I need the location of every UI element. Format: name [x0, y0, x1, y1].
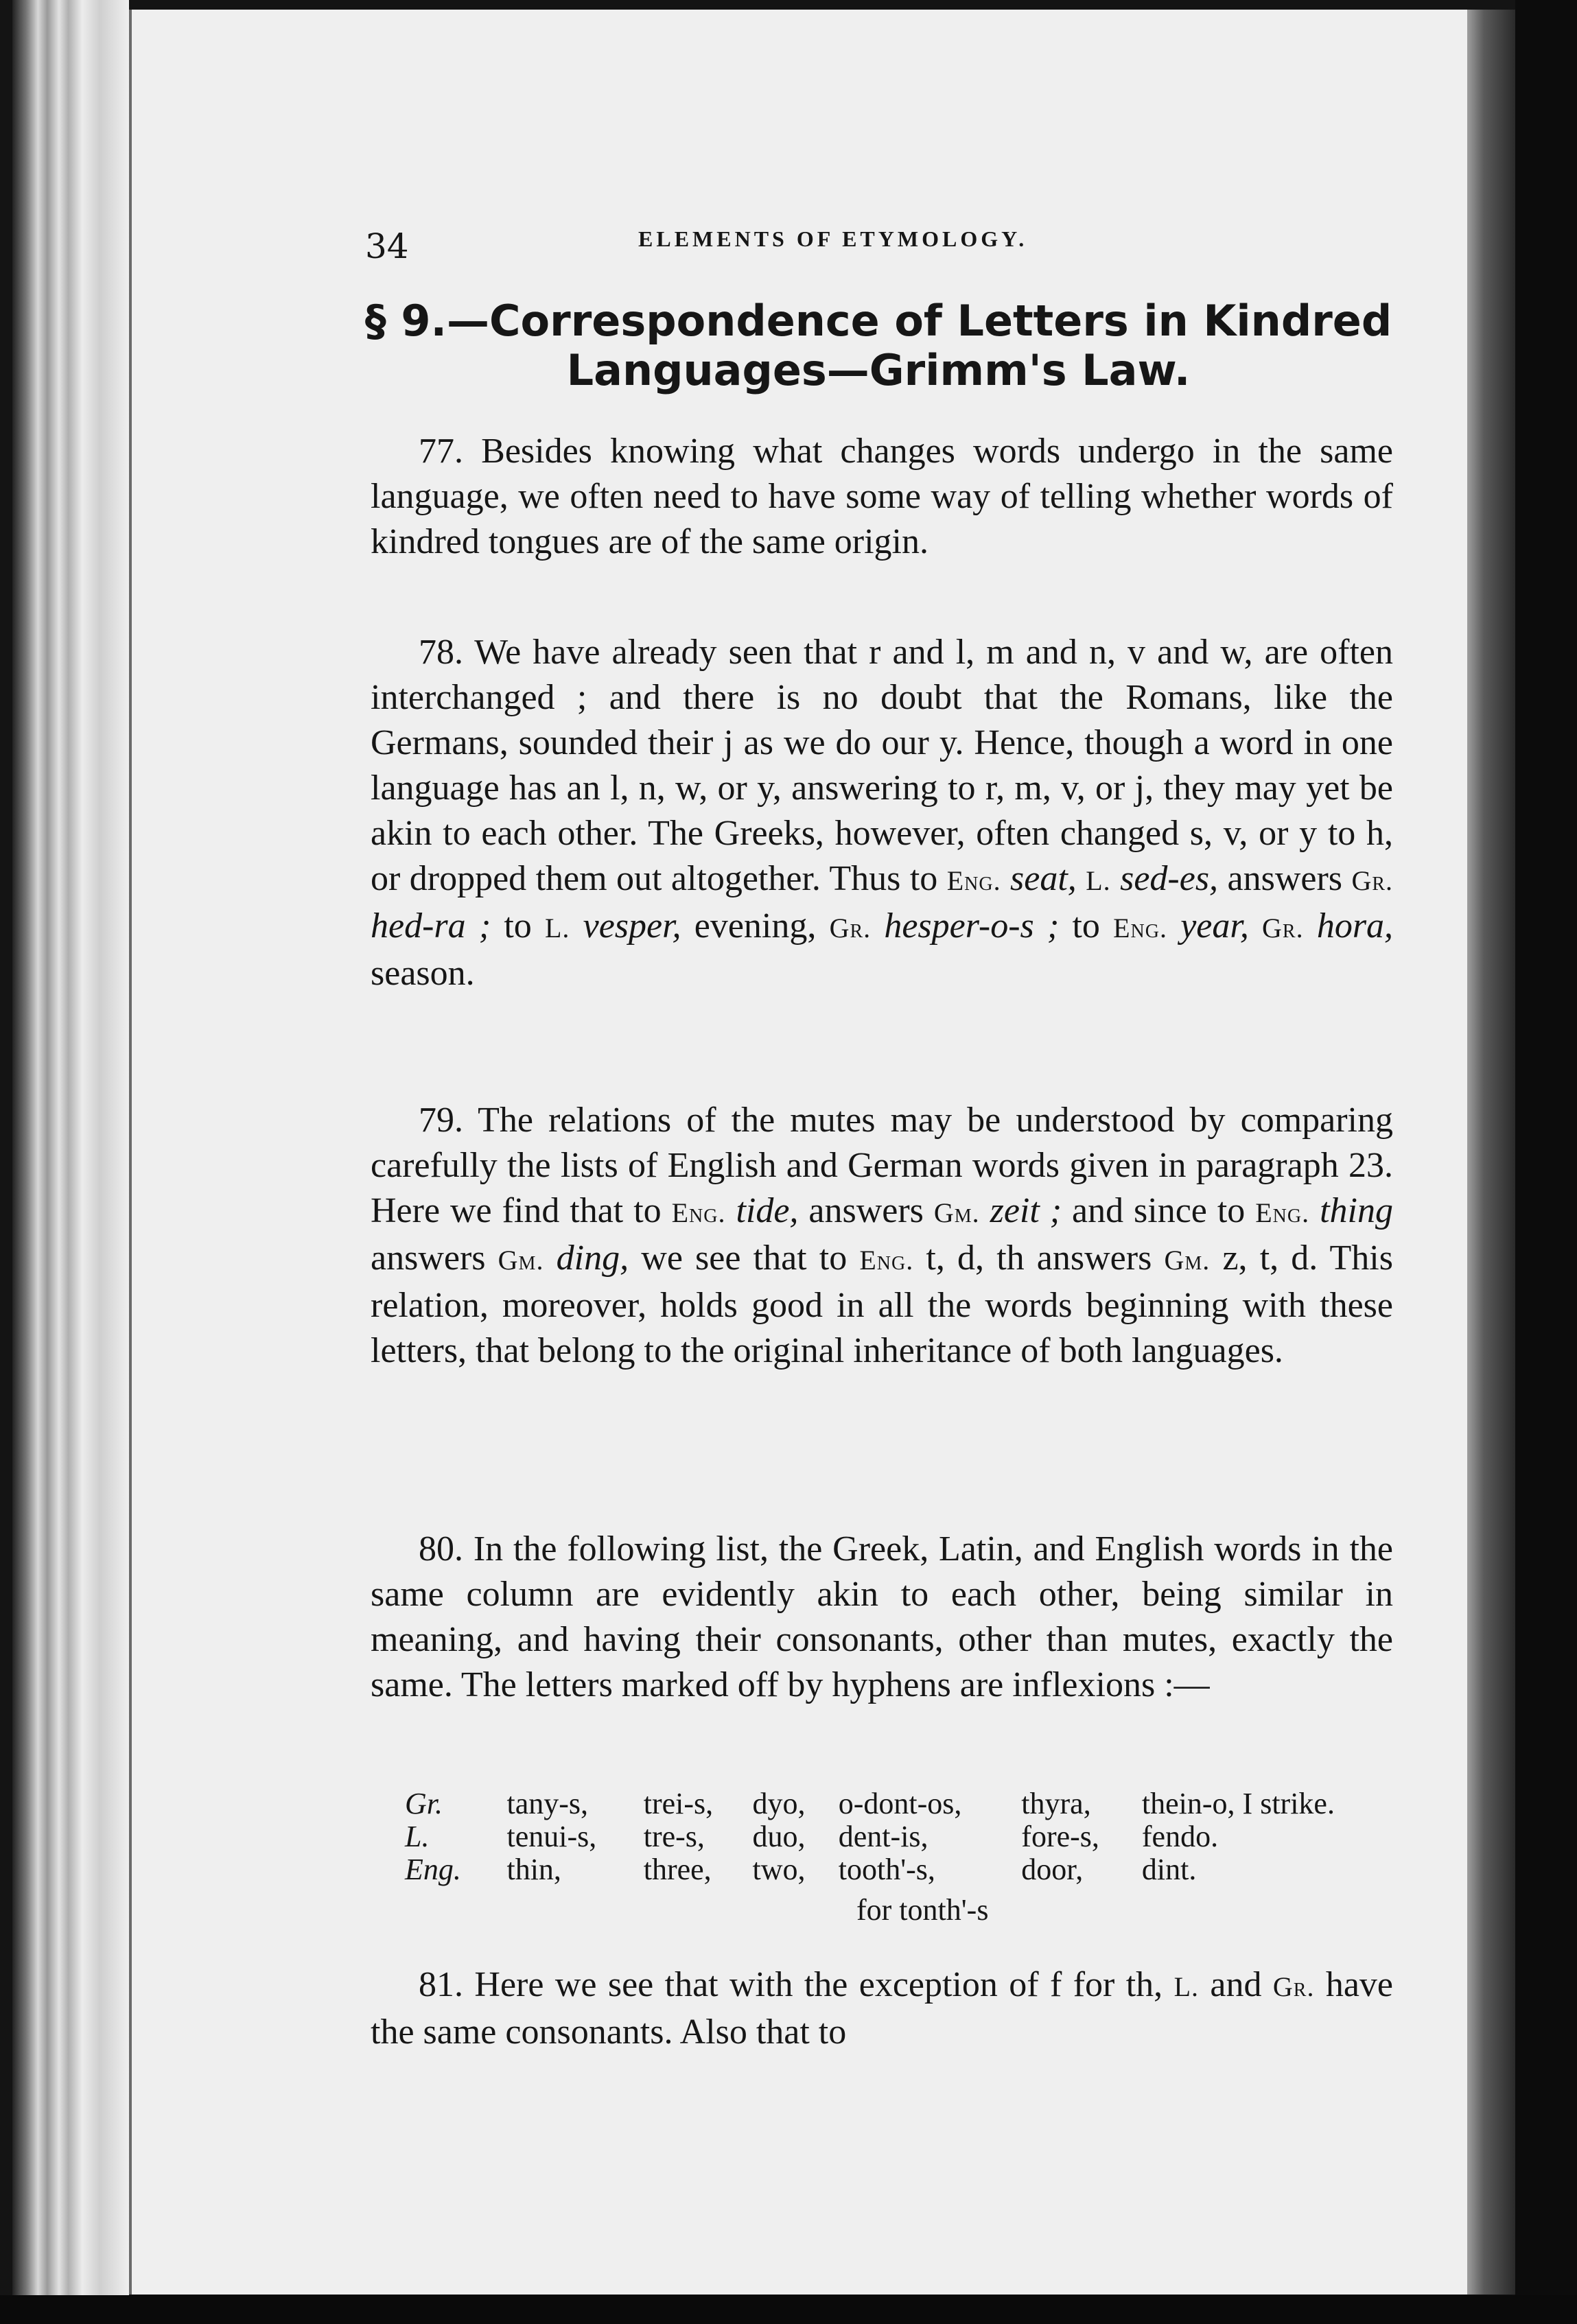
word-zeit: zeit ; — [990, 1191, 1062, 1230]
scan-border-right — [1515, 0, 1577, 2324]
table-cell: two, — [752, 1853, 806, 1886]
book-page-edges — [12, 0, 129, 2324]
word-seat: seat, — [1010, 859, 1077, 898]
table-cell: three, — [643, 1853, 712, 1886]
running-head: ELEMENTS OF ETYMOLOGY. — [638, 226, 1028, 251]
p79-text: 79. The relations of the mutes may be understood by comparing carefully the lists of English and German words given in paragraph 23. Here we find that to — [371, 1101, 1393, 1230]
table-cell: tooth'-s, — [838, 1853, 935, 1886]
abbr-german: Gm. — [1164, 1245, 1211, 1276]
section-title — [357, 296, 1400, 395]
table-cell: thyra, — [1021, 1787, 1091, 1820]
p78-text: to — [491, 906, 545, 946]
table-cell: tre-s, — [643, 1820, 705, 1853]
lang-label: Eng. — [405, 1853, 461, 1886]
table-cell: tany-s, — [506, 1787, 589, 1820]
section-title-line-1: § 9.—Correspondence of Letters in Kindred — [364, 296, 1392, 346]
table-cell: thin, — [506, 1853, 561, 1886]
p78-text: answers — [1218, 859, 1352, 898]
table-cell: tenui-s, — [506, 1820, 597, 1853]
table-cell: thein-o, I strike. — [1141, 1787, 1335, 1820]
table-cell: trei-s, — [643, 1787, 714, 1820]
p78-text: 78. We have already seen that r and l, m and n, v and w, are often interchanged ; and there is no doubt that the Romans, like the Germans, sounded their j as we do our y. Hence, though a word in one language has an l, n, w, or y, answering to r, m, v, or j, they may yet be akin to each other. The Greeks, however, often changed s, v, or y to h, or dropped them out altogether. Thus to — [371, 633, 1393, 898]
word-thing: thing — [1320, 1191, 1393, 1230]
p79-text: answers — [371, 1239, 498, 1278]
abbr-german: Gm. — [933, 1197, 980, 1228]
abbr-latin: L. — [1173, 1971, 1199, 2002]
word-ding: ding, — [556, 1239, 629, 1278]
word-year: year, — [1180, 906, 1249, 946]
p78-text: evening, — [681, 906, 830, 946]
paragraph-77: 77. Besides knowing what changes words undergo in the same language, we often need to have some way of telling whether words of kindred tongues are of the same origin. — [371, 432, 1393, 561]
p79-text: z, t, d. This relation, moreover, holds good in all the words beginning with these letters, that belong to the original inheritance of both languages. — [371, 1239, 1393, 1370]
abbr-eng: Eng. — [1255, 1197, 1310, 1228]
paragraph-81 — [371, 1962, 1393, 2055]
p81-text: have the same consonants. Also that to — [371, 1965, 1393, 2052]
p78-text: to — [1059, 906, 1114, 946]
table-note: for tonth'-s — [856, 1893, 989, 1927]
cognate-table — [405, 1787, 1421, 1886]
table-row — [405, 1853, 1421, 1886]
abbr-eng: Eng. — [671, 1197, 726, 1228]
table-cell: duo, — [752, 1820, 806, 1853]
table-cell: fore-s, — [1021, 1820, 1099, 1853]
p81-text: and — [1199, 1965, 1273, 2004]
word-tide: tide, — [736, 1191, 799, 1230]
page-number: 34 — [365, 226, 409, 266]
p79-text: answers — [798, 1191, 934, 1230]
abbr-greek: Gr. — [1351, 865, 1393, 896]
paragraph-78 — [371, 630, 1393, 996]
abbr-greek: Gr. — [829, 913, 872, 943]
table-row — [405, 1787, 1421, 1820]
p78-text: season. — [371, 954, 475, 993]
word-vesper: vesper, — [583, 906, 681, 946]
p81-text: 81. Here we see that with the exception of f for th, — [419, 1965, 1174, 2004]
table-cell: fendo. — [1141, 1820, 1219, 1853]
word-hora: hora, — [1316, 906, 1394, 946]
abbr-greek: Gr. — [1272, 1971, 1315, 2002]
abbr-eng: Eng. — [859, 1245, 914, 1276]
abbr-latin: L. — [544, 913, 570, 943]
paragraph-79 — [371, 1098, 1393, 1374]
table-cell: dint. — [1141, 1853, 1197, 1886]
table-cell: door, — [1021, 1853, 1084, 1886]
abbr-latin: L. — [1086, 865, 1111, 896]
abbr-eng: Eng. — [1113, 913, 1167, 943]
table-row — [405, 1820, 1421, 1853]
spine-shadow — [1467, 10, 1515, 2294]
paragraph-80: 80. In the following list, the Greek, Latin, and English words in the same column are evidently akin to each other, being similar in meaning, and having their consonants, other than mutes, exactly the same. The letters marked off by hyphens are inflexions :— — [371, 1529, 1393, 1704]
table-cell: o-dont-os, — [838, 1787, 962, 1820]
table-cell: dyo, — [752, 1787, 806, 1820]
word-hedra: hed-ra ; — [371, 906, 491, 946]
table-cell: dent-is, — [838, 1820, 928, 1853]
word-hesperos: hesper-o-s ; — [884, 906, 1060, 946]
lang-label: Gr. — [405, 1787, 443, 1820]
p79-text: t, d, th answers — [913, 1239, 1165, 1278]
p79-text: we see that to — [629, 1239, 860, 1278]
word-sedes: sed-es, — [1120, 859, 1219, 898]
p79-text: and since to — [1062, 1191, 1256, 1230]
abbr-greek: Gr. — [1262, 913, 1304, 943]
section-title-line-2: Languages—Grimm's Law. — [566, 345, 1191, 395]
abbr-eng: Eng. — [946, 865, 1001, 896]
lang-label: L. — [405, 1820, 430, 1853]
scan-border-bottom — [0, 2295, 1577, 2324]
abbr-german: Gm. — [498, 1245, 544, 1276]
